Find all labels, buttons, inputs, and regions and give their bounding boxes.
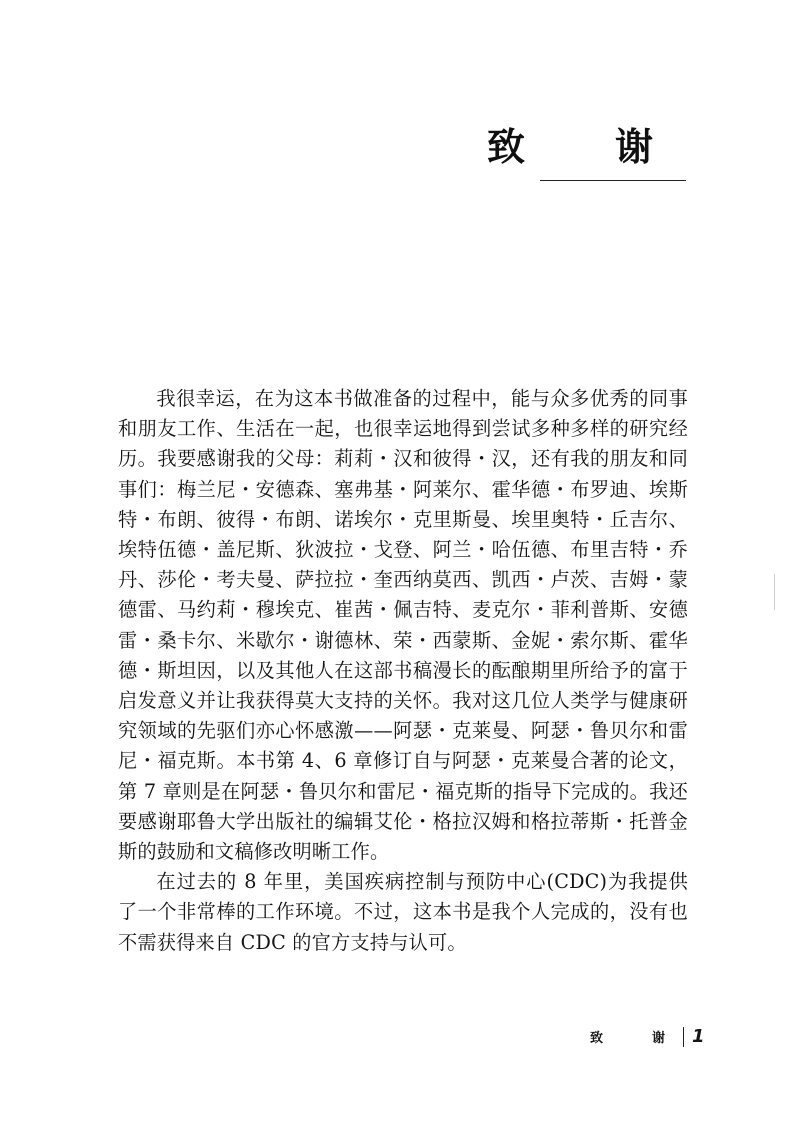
paragraph-acknowledgments: 我很幸运，在为这本书做准备的过程中，能与众多优秀的同事和朋友工作、生活在一起，也很幸运地得到尝试多种多样的研究经历。我要感谢我的父母：莉莉・汉和彼得・汉，还有我的朋友和同事们：梅兰尼・安德森、塞弗基・阿莱尔、霍华德・布罗迪、埃斯特・布朗、彼得・布朗、诺埃尔・克里斯曼、埃里奥特・丘吉尔、埃特伍德・盖尼斯、狄波拉・戈登、阿兰・哈伍德、布里吉特・乔丹、莎伦・考夫曼、萨拉拉・奎西纳莫西、凯西・卢茨、吉姆・蒙德雷、马约莉・穆埃克、崔茜・佩吉特、麦克尔・菲利普斯、安德雷・桑卡尔、米歇尔・谢德林、荣・西蒙斯、金妮・索尔斯、霍华德・斯坦因，以及其他人在这部书稿漫长的酝酿期里所给予的富于启发意义并让我获得莫大支持的关怀。我对这几位人类学与健康研究领域的先驱们亦心怀感激——阿瑟・克莱曼、阿瑟・鲁贝尔和雷尼・福克斯。本书第 4、6 章修订自与阿瑟・克莱曼合著的论文，第 7 章则是在阿瑟・鲁贝尔和雷尼・福克斯的指导下完成的。我还要感谢耶鲁大学出版社的编辑艾伦・格拉汉姆和格拉蒂斯・托普金斯的鼓励和文稿修改明晰工作。 [118,387,688,864]
margin-mark [774,574,775,610]
title-underline [540,180,686,181]
page-number: 1 [692,1026,705,1047]
page-footer [590,1026,705,1047]
paragraph-cdc: 在过去的 8 年里，美国疾病控制与预防中心(CDC)为我提供了一个非常棒的工作环境。不过，这本书是我个人完成的，没有也不需获得来自 CDC 的官方支持与认可。 [118,870,688,954]
running-footer-label: 致 谢 [590,1031,684,1046]
body-text [118,384,688,958]
page-title: 致 谢 [486,125,679,169]
footer-divider [683,1027,684,1047]
